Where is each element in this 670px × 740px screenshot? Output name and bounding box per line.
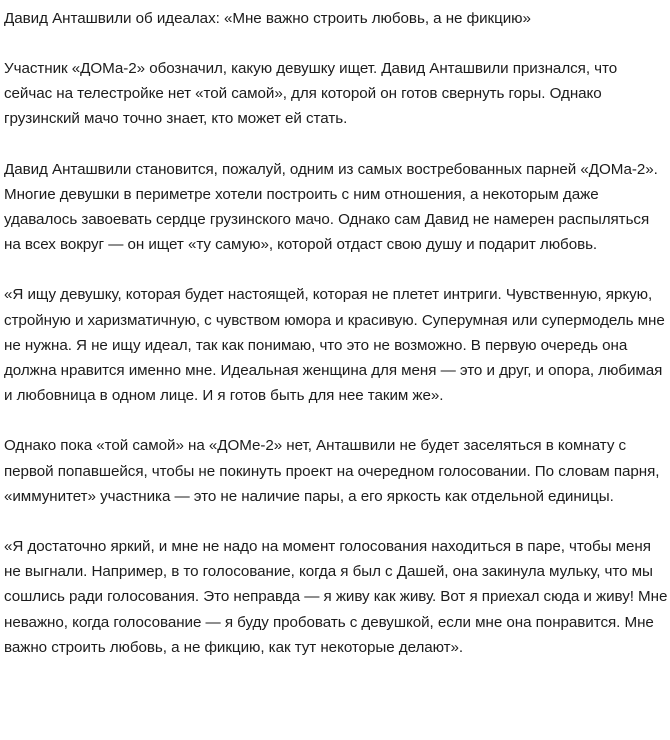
page-title: Давид Анташвили об идеалах: «Мне важно строить любовь, а не фикцию» (4, 10, 531, 27)
article-quote-2: «Я достаточно яркий, и мне не надо на момент голосования находиться в паре, чтобы меня не выгнали. Например, в то голосование, когда я был с Дашей, она закинула мульку, что мы сошлись ради голосования. Это неправда — я живу как живу. Вот я приехал сюда и живу! Мне неважно, когда голосование — я буду пробовать с девушкой, если мне она понравится. Мне важно строить любовь, а не фикцию, как тут некоторые делают». (4, 538, 668, 656)
article-paragraph-body-2: Однако пока «той самой» на «ДОМе-2» нет, Анташвили не будет заселяться в комнату с первой попавшейся, чтобы не покинуть проект на очередном голосовании. По словам парня, «иммунитет» участника — это не наличие пары, а его яркость как отдельной единицы. (4, 437, 660, 505)
article-paragraph-intro: Участник «ДОМа-2» обозначил, какую девушку ищет. Давид Анташвили признался, что сейчас на телестройке нет «той самой», для которой он готов свернуть горы. Однако грузинский мачо точно знает, кто может ей стать. (4, 60, 618, 128)
article-quote-1: «Я ищу девушку, которая будет настоящей, которая не плетет интриги. Чувственную, яркую, стройную и харизматичную, с чувством юмора и красивую. Суперумная или супермодель мне не нужна. Я не ищу идеал, так как понимаю, что это не возможно. В первую очередь она должна нравится именно мне. Идеальная женщина для меня — это и друг, и опора, любимая и любовница в одном лице. И я готов быть для нее таким же». (4, 286, 665, 405)
article-paragraph-body-1: Давид Анташвили становится, пожалуй, одним из самых востребованных парней «ДОМа-2». Многие девушки в периметре хотели построить с ним отношения, а некоторым даже удавалось завоевать сердце грузинского мачо. Однако сам Давид не намерен распыляться на всех вокруг — он ищет «ту самую», которой отдаст свою душу и подарит любовь. (4, 160, 658, 254)
